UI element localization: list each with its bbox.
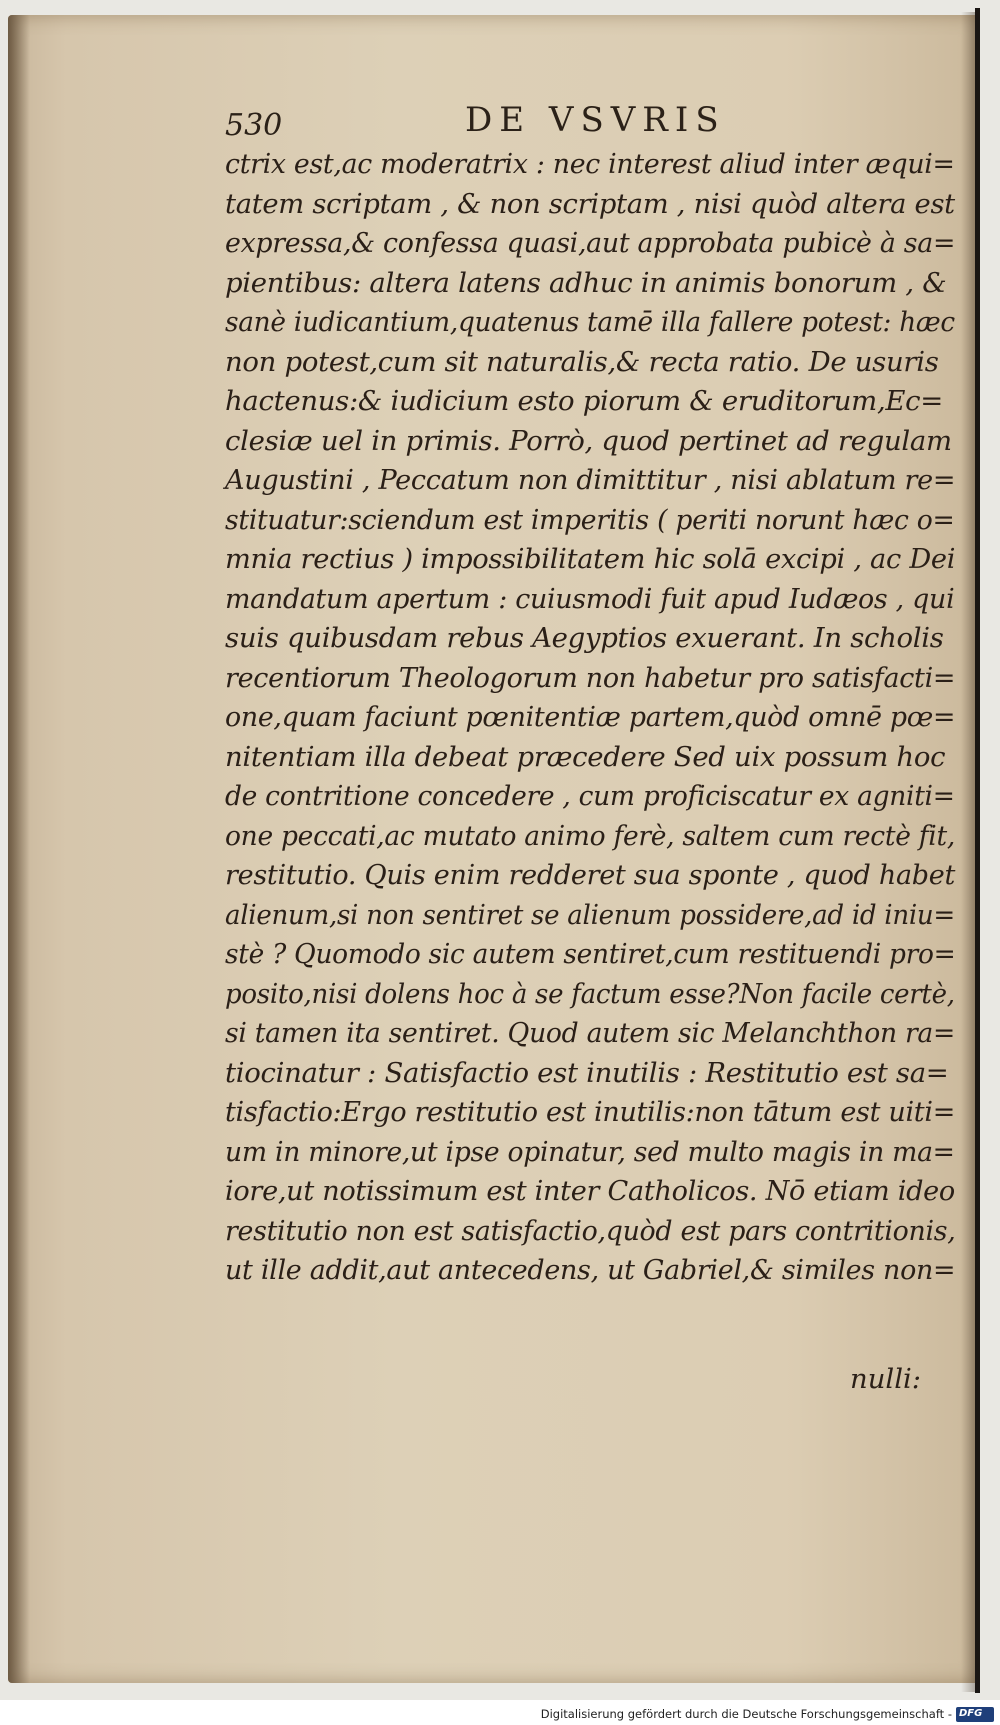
text-line: nitentiam illa debeat præcedere Sed uix possum hoc — [225, 740, 946, 773]
page-edge-shadow — [8, 15, 30, 1683]
text-line: non potest,cum sit naturalis,& recta ratio. De usuris — [225, 345, 939, 378]
running-head-title: DE VSVRIS — [465, 100, 726, 140]
text-line: sanè iudicantium,quatenus tamē illa fallere potest: hæc — [225, 306, 955, 338]
text-line: suis quibusdam rebus Aegyptios exuerant. In scholis — [225, 622, 944, 654]
catchword: nulli: — [850, 1363, 922, 1395]
text-line: tatem scriptam , & non scriptam , nisi quòd altera est — [225, 187, 955, 220]
text-line: posito,nisi dolens hoc à se factum esse?Non facile certè, — [225, 977, 955, 1010]
book-spine — [975, 8, 980, 1693]
text-line: ut ille addit,aut antecedens, ut Gabriel,& similes non= — [225, 1254, 956, 1286]
text-line: recentiorum Theologorum non habetur pro satisfacti= — [225, 661, 956, 694]
text-line: de contritione concedere , cum proficiscatur ex agniti= — [225, 780, 955, 812]
text-line: mnia rectius ) impossibilitatem hic solā excipi , ac Dei — [225, 543, 956, 575]
text-line: pientibus: altera latens adhuc in animis bonorum , & — [225, 266, 947, 299]
text-line: stituatur:sciendum est imperitis ( periti norunt hæc o= — [225, 503, 955, 536]
digitization-credit: Digitalisierung gefördert durch die Deutsche Forschungsgemeinschaft - — [540, 1707, 952, 1721]
text-line: mandatum apertum : cuiusmodi fuit apud Iudæos , qui — [225, 582, 955, 615]
text-line: si tamen ita sentiret. Quod autem sic Melanchthon ra= — [225, 1017, 956, 1049]
text-line: iore,ut notissimum est inter Catholicos. Nō etiam ideo — [225, 1175, 955, 1207]
running-head — [225, 100, 945, 143]
text-line: expressa,& confessa quasi,aut approbata pubicè à sa= — [225, 227, 956, 259]
text-line: Augustini , Peccatum non dimittitur , nisi ablatum re= — [225, 464, 956, 496]
text-line: one,quam faciunt pœnitentiæ partem,quòd omnē pœ= — [225, 701, 956, 733]
text-line: tisfactio:Ergo restitutio est inutilis:non tātum est uiti= — [225, 1096, 956, 1128]
body-text — [225, 145, 955, 1291]
text-line: um in minore,ut ipse opinatur, sed multo magis in ma= — [225, 1135, 955, 1168]
text-line: restitutio non est satisfactio,quòd est pars contritionis, — [225, 1214, 956, 1247]
text-line: tiocinatur : Satisfactio est inutilis : Restitutio est sa= — [225, 1056, 949, 1089]
text-line: hactenus:& iudicium esto piorum & eruditorum,Ec= — [225, 385, 944, 417]
text-line: alienum,si non sentiret se alienum possidere,ad id iniu= — [225, 898, 955, 931]
text-line: one peccati,ac mutato animo ferè, saltem cum rectè fit, — [225, 819, 955, 852]
text-line: stè ? Quomodo sic autem sentiret,cum restituendi pro= — [225, 938, 956, 970]
page-number: 530 — [225, 108, 283, 143]
binding-shadow — [961, 12, 975, 1692]
dfg-logo — [956, 1707, 994, 1722]
text-line: clesiæ uel in primis. Porrò, quod pertinet ad regulam — [225, 424, 952, 457]
text-line: ctrix est,ac moderatrix : nec interest aliud inter æqui= — [225, 148, 955, 180]
text-line: restitutio. Quis enim redderet sua sponte , quod habet — [225, 859, 956, 891]
dfg-logo-text: DFG — [959, 1708, 983, 1719]
